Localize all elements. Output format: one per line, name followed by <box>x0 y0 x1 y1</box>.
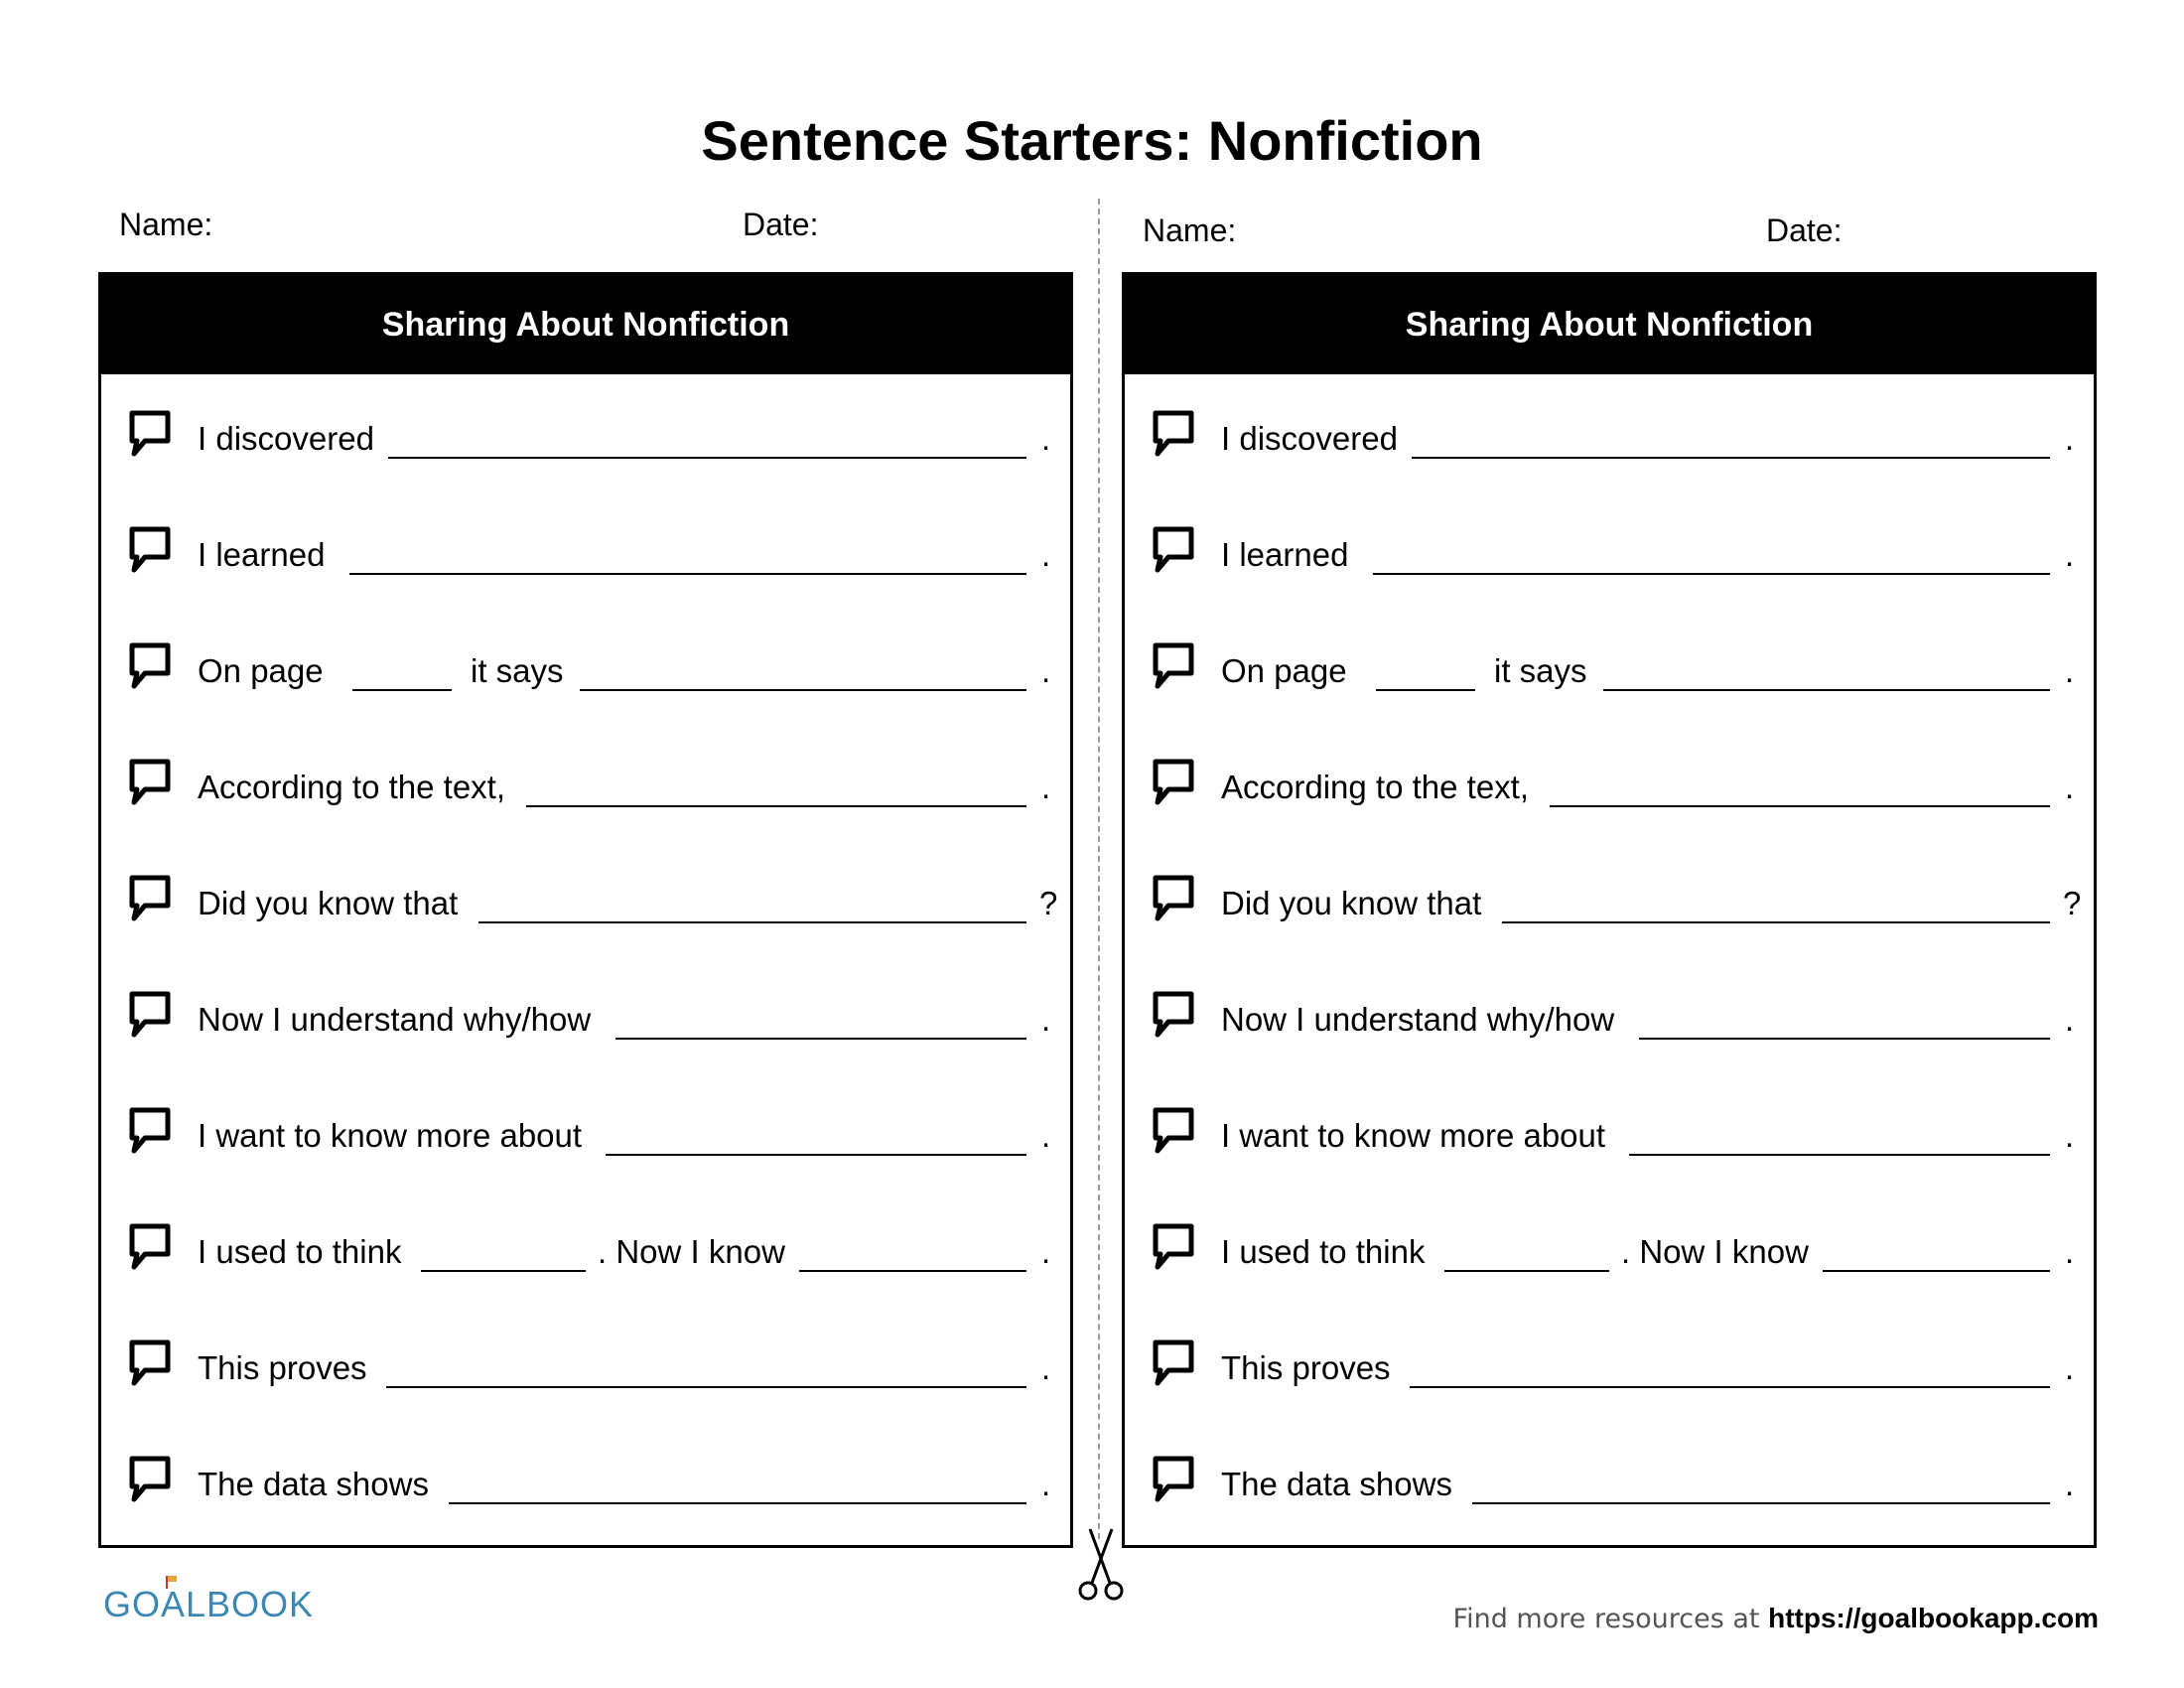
speech-bubble-icon <box>1151 1106 1196 1156</box>
speech-bubble-icon <box>127 409 173 459</box>
starter-label: This proves <box>198 1349 367 1386</box>
speech-bubble-icon <box>127 1455 173 1504</box>
answer-line[interactable] <box>1472 1502 2050 1504</box>
speech-bubble-icon <box>127 1338 173 1388</box>
starter-label: I learned <box>1221 536 1349 573</box>
starter-label: I discovered <box>1221 420 1398 457</box>
speech-bubble-icon <box>127 1222 173 1272</box>
starter-row-proves <box>101 1338 1070 1398</box>
starter-label: Now I understand why/how <box>1221 1001 1615 1038</box>
starter-row-discovered <box>1125 409 2094 469</box>
footer-prefix: Find more resources at <box>1452 1604 1769 1634</box>
starter-row-on-page <box>1125 641 2094 701</box>
answer-line[interactable] <box>421 1270 586 1272</box>
starter-label: I want to know more about <box>1221 1117 1606 1154</box>
speech-bubble-icon <box>1151 1222 1196 1272</box>
end-punctuation: . <box>1041 536 1051 573</box>
answer-line[interactable] <box>615 1038 1026 1040</box>
date-label-right: Date: <box>1766 212 1843 248</box>
starter-row-according <box>1125 758 2094 817</box>
starter-label: I want to know more about <box>198 1117 583 1154</box>
starter-label: This proves <box>1221 1349 1391 1386</box>
speech-bubble-icon <box>127 641 173 691</box>
starter-row-data-shows <box>101 1455 1070 1514</box>
cut-line <box>1098 199 1100 1539</box>
starter-label: it says <box>471 652 564 689</box>
goalbook-logo <box>103 1583 314 1626</box>
starter-row-data-shows <box>1125 1455 2094 1514</box>
answer-line[interactable] <box>580 689 1026 691</box>
end-punctuation: . <box>1041 1001 1051 1038</box>
speech-bubble-icon <box>1151 409 1196 459</box>
end-punctuation: . <box>2065 652 2075 689</box>
starter-row-on-page <box>101 641 1070 701</box>
starter-label: According to the text, <box>1221 769 1530 805</box>
end-punctuation: . <box>2065 536 2075 573</box>
starter-label: The data shows <box>1221 1466 1452 1502</box>
starter-row-proves <box>1125 1338 2094 1398</box>
starter-label: According to the text, <box>198 769 506 805</box>
starter-label: I used to think <box>198 1233 402 1270</box>
starter-row-want-more <box>101 1106 1070 1166</box>
end-punctuation: ? <box>1039 885 1058 921</box>
starter-label: The data shows <box>198 1466 429 1502</box>
starter-label: I used to think <box>1221 1233 1426 1270</box>
starter-label: On page <box>1221 652 1347 689</box>
starter-row-did-you-know <box>101 874 1070 933</box>
page-title: Sentence Starters: Nonfiction <box>701 109 1483 172</box>
answer-line[interactable] <box>349 573 1026 575</box>
speech-bubble-icon <box>1151 758 1196 807</box>
logo-text: GOALBOOK <box>103 1584 315 1624</box>
end-punctuation: . <box>1041 652 1051 689</box>
starter-label: Now I understand why/how <box>198 1001 592 1038</box>
answer-line[interactable] <box>1823 1270 2050 1272</box>
end-punctuation: . <box>2065 420 2075 457</box>
answer-line[interactable] <box>388 457 1026 459</box>
answer-line[interactable] <box>386 1386 1026 1388</box>
end-punctuation: . <box>1041 1349 1051 1386</box>
end-punctuation: . <box>2065 1001 2075 1038</box>
speech-bubble-icon <box>1151 990 1196 1040</box>
starter-label: it says <box>1494 652 1587 689</box>
end-punctuation: . <box>2065 769 2075 805</box>
end-punctuation: . <box>1041 1117 1051 1154</box>
card-heading: Sharing About Nonfiction <box>1125 275 2094 374</box>
speech-bubble-icon <box>1151 525 1196 575</box>
answer-line[interactable] <box>1603 689 2050 691</box>
starter-card-right <box>1122 272 2097 1548</box>
answer-line[interactable] <box>449 1502 1026 1504</box>
answer-line[interactable] <box>1502 921 2050 923</box>
end-punctuation: . <box>1041 1233 1051 1270</box>
end-punctuation: . <box>2065 1117 2075 1154</box>
starter-row-want-more <box>1125 1106 2094 1166</box>
speech-bubble-icon <box>1151 874 1196 923</box>
speech-bubble-icon <box>1151 1455 1196 1504</box>
answer-line[interactable] <box>1629 1154 2050 1156</box>
starter-label: Did you know that <box>1221 885 1482 921</box>
page-number-line[interactable] <box>1376 689 1475 691</box>
end-punctuation: . <box>2065 1349 2075 1386</box>
starter-row-did-you-know <box>1125 874 2094 933</box>
footer-link[interactable]: https://goalbookapp.com <box>1768 1603 2099 1633</box>
end-punctuation: . <box>1041 420 1051 457</box>
starter-label: . Now I know <box>1621 1233 1809 1270</box>
end-punctuation: . <box>1041 1466 1051 1502</box>
flag-icon <box>165 1575 179 1589</box>
speech-bubble-icon <box>127 990 173 1040</box>
date-label-left: Date: <box>743 207 819 242</box>
answer-line[interactable] <box>799 1270 1026 1272</box>
footer-resources <box>1453 1601 2099 1637</box>
answer-line[interactable] <box>526 805 1026 807</box>
starter-row-learned <box>101 525 1070 585</box>
answer-line[interactable] <box>1639 1038 2050 1040</box>
speech-bubble-icon <box>127 758 173 807</box>
answer-line[interactable] <box>1410 1386 2050 1388</box>
answer-line[interactable] <box>606 1154 1026 1156</box>
end-punctuation: ? <box>2063 885 2082 921</box>
answer-line[interactable] <box>1444 1270 1609 1272</box>
page-number-line[interactable] <box>352 689 452 691</box>
name-label-right: Name: <box>1143 212 1237 248</box>
starter-row-understand <box>101 990 1070 1050</box>
end-punctuation: . <box>1041 769 1051 805</box>
speech-bubble-icon <box>1151 641 1196 691</box>
starter-row-used-to-think <box>101 1222 1070 1282</box>
name-label-left: Name: <box>119 207 213 242</box>
speech-bubble-icon <box>1151 1338 1196 1388</box>
answer-line[interactable] <box>478 921 1026 923</box>
starter-label: I learned <box>198 536 326 573</box>
answer-line[interactable] <box>1550 805 2050 807</box>
starter-row-discovered <box>101 409 1070 469</box>
card-heading: Sharing About Nonfiction <box>101 275 1070 374</box>
starter-label: I discovered <box>198 420 374 457</box>
scissors-icon <box>1076 1527 1126 1605</box>
starter-card-left <box>98 272 1073 1548</box>
starter-row-according <box>101 758 1070 817</box>
starter-row-understand <box>1125 990 2094 1050</box>
starter-row-learned <box>1125 525 2094 585</box>
answer-line[interactable] <box>1412 457 2050 459</box>
end-punctuation: . <box>2065 1466 2075 1502</box>
answer-line[interactable] <box>1373 573 2050 575</box>
starter-label: On page <box>198 652 324 689</box>
speech-bubble-icon <box>127 874 173 923</box>
speech-bubble-icon <box>127 1106 173 1156</box>
starter-label: . Now I know <box>598 1233 785 1270</box>
starter-row-used-to-think <box>1125 1222 2094 1282</box>
starter-label: Did you know that <box>198 885 459 921</box>
end-punctuation: . <box>2065 1233 2075 1270</box>
speech-bubble-icon <box>127 525 173 575</box>
